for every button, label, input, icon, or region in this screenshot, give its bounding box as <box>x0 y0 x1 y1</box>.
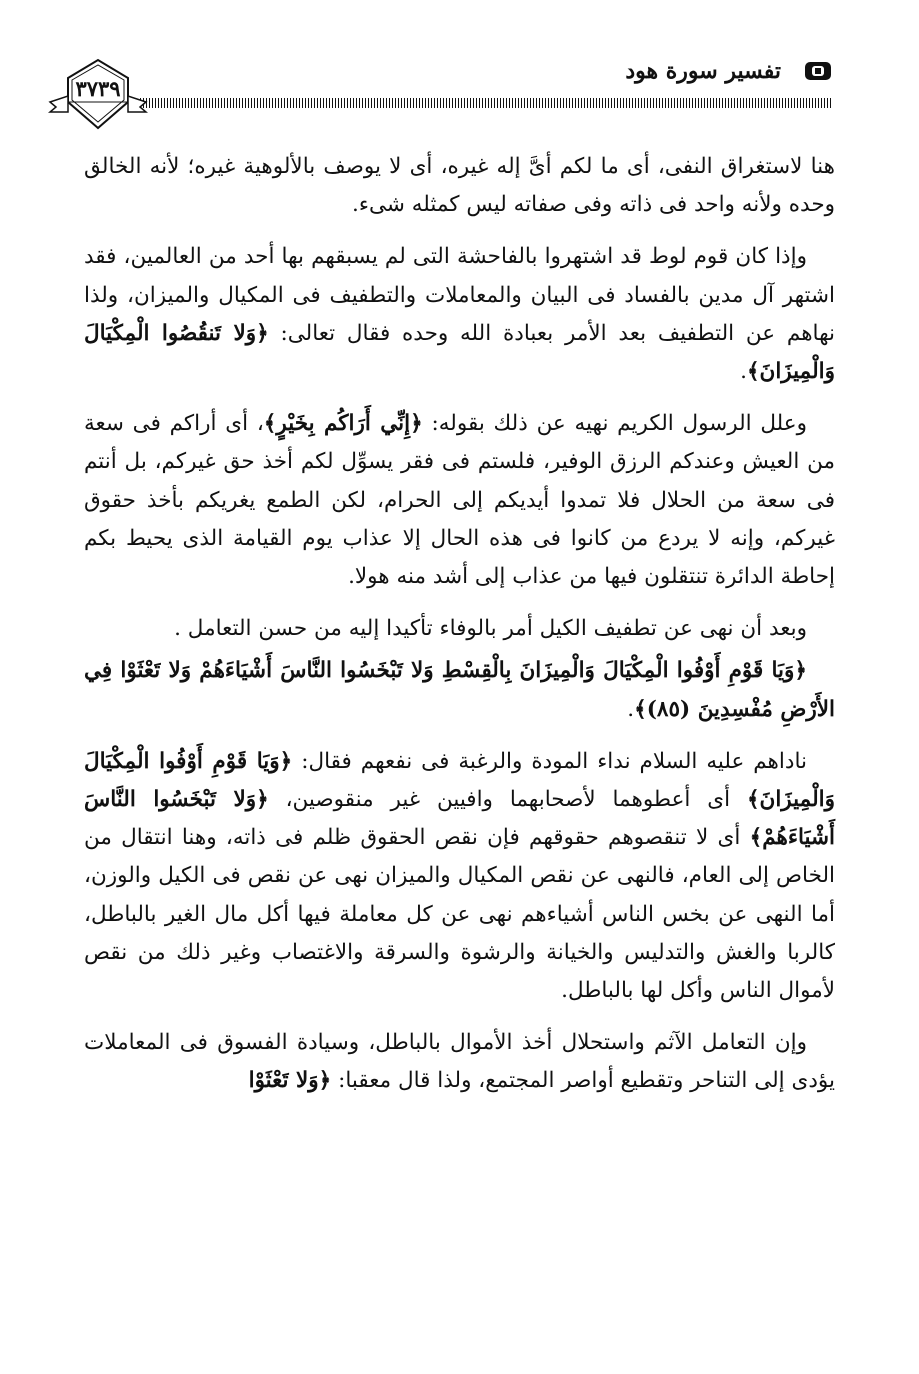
verse-end: . <box>627 696 635 722</box>
page-header <box>48 48 833 128</box>
ornament-icon <box>803 60 833 82</box>
paragraph-2-text: وإذا كان قوم لوط قد اشتهروا بالفاحشة التى لم يسبقهم بها أحد من العالمين، فقد اشتهر آل مدين بالفساد فى البيان والمعاملات والتطفيف فى المكيال والميزان، ولذا نهاهم عن التطفيف بعد الأمر بعبادة الله وحده فقال تعالى: <box>84 244 835 346</box>
paragraph-6 <box>84 1024 835 1100</box>
verse-text: ﴿وَيَا قَوْمِ أَوْفُوا الْمِكْيَالَ وَالْمِيزَانَ بِالْقِسْطِ وَلا تَبْخَسُوا النَّاسَ أَشْيَاءَهُمْ وَلا تَعْثَوْا فِي الأَرْضِ مُفْسِدِينَ (٨٥)﴾ <box>84 658 835 722</box>
paragraph-3-text: وعلل الرسول الكريم نهيه عن ذلك بقوله: <box>431 411 807 437</box>
paragraph-1: هنا لاستغراق النفى، أى ما لكم أىَّ إله غيره، أى لا يوصف بالألوهية غيره؛ لأنه الخالق وحده ولأنه واحد فى ذاته وفى صفاته ليس كمثله شىء. <box>84 154 835 218</box>
quran-quote: ﴿إِنِّي أَرَاكُم بِخَيْرٍ﴾ <box>263 411 423 437</box>
quran-quote: ﴿وَلا تَعْثَوْا <box>248 1068 332 1094</box>
running-title: تفسير سورة هود <box>625 58 781 84</box>
paragraph-5 <box>84 743 835 1010</box>
paragraph-5-rest: أى لا تنقصوهم حقوقهم فإن نقص الحقوق ظلم فى ذاته، وهنا انتقال من الخاص إلى العام، فالنهى عن نقص المكيال والميزان نهى عن نقص فى الكيل والوزن، أما النهى عن بخس الناس أشياءهم نهى عن كل معاملة فيها أكل مال الغير بالباطل، كالربا والغش والتدليس والخيانة والرشوة والسرقة والاغتصاب وغير ذلك من نقص لأموال الناس وأكل لها بالباطل. <box>84 825 835 1004</box>
paragraph-2-end: . <box>740 359 747 385</box>
paragraph-5-text: ناداهم عليه السلام نداء المودة والرغبة فى نفعهم فقال: <box>301 748 807 774</box>
paragraph-6-text: وإن التعامل الآثم واستحلال أخذ الأموال بالباطل، وسيادة الفسوق فى المعاملات يؤدى إلى التناحر وتقطيع أواصر المجتمع، ولذا قال معقبا: <box>84 1030 835 1094</box>
paragraph-5-mid: أى أعطوهما لأصحابهما وافيين غير منقوصين، <box>285 787 731 813</box>
quran-quote: ﴿وَلا تَنقُصُوا الْمِكْيَالَ وَالْمِيزَانَ﴾ <box>84 320 835 385</box>
page-body <box>84 148 835 1115</box>
paragraph-3-rest: ، أى أراكم فى سعة من العيش وعندكم الرزق الوفير، فلستم فى فقر يسوِّل لكم أخذ حق غيركم، بل أنتم فى سعة من الحلال فلا تمدوا أيديكم إلى الحرام، لكن الطمع يغريكم بأخذ حقوق غيركم، وإنه لا يردع من كانوا فى هذه الحال إلا عذاب يوم القيامة الذى يحيط بكم إحاطة الدائرة تنتقلون فيها من عذاب إلى أشد منه هولا. <box>84 411 835 590</box>
paragraph-2 <box>84 238 835 391</box>
verse-85 <box>84 652 835 728</box>
quran-quote: ﴿وَلا تَبْخَسُوا النَّاسَ أَشْيَاءَهُمْ﴾ <box>84 787 836 851</box>
quran-quote: ﴿وَيَا قَوْمِ أَوْفُوا الْمِكْيَالَ وَالْمِيزَانَ﴾ <box>84 748 835 813</box>
header-rule <box>140 98 833 108</box>
page-number: ٣٧٣٩ <box>75 76 121 101</box>
paragraph-3 <box>84 405 835 596</box>
paragraph-4: وبعد أن نهى عن تطفيف الكيل أمر بالوفاء تأكيدا إليه من حسن التعامل . <box>174 616 807 642</box>
